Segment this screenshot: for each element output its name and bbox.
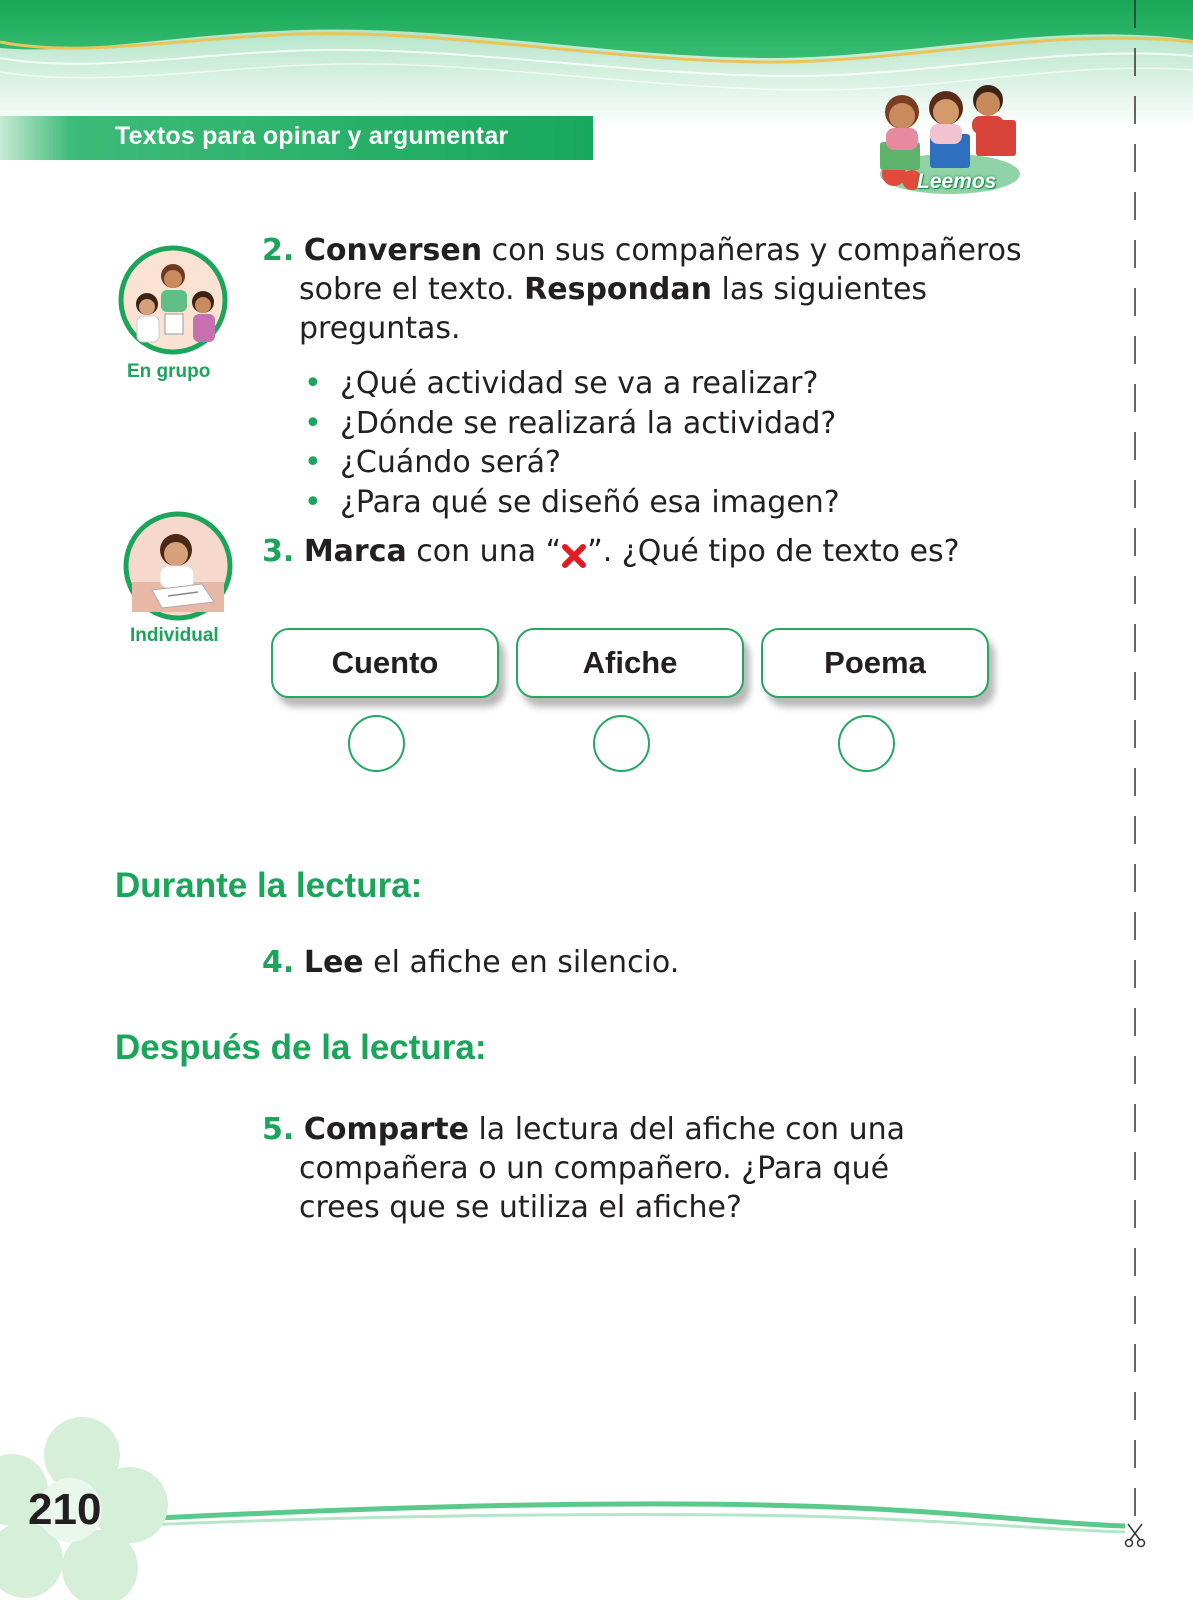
group-mode-label: En grupo	[127, 361, 211, 382]
after-reading-heading: Después de la lectura:	[115, 1028, 487, 1067]
option-afiche-box: Afiche	[516, 628, 744, 698]
bullet-item: • ¿Qué actividad se va a realizar?	[304, 364, 840, 404]
option-cuento-box: Cuento	[271, 628, 499, 698]
question-5-line-2: compañera o un compañero. ¿Para qué	[299, 1151, 890, 1186]
question-3-number: 3.	[262, 534, 295, 569]
bullet-item: • ¿Dónde se realizará la actividad?	[304, 404, 840, 444]
option-cuento-checkbox[interactable]	[348, 715, 405, 772]
leemos-label: Leemos	[917, 170, 997, 193]
question-5-number: 5.	[262, 1112, 295, 1147]
option-afiche-checkbox[interactable]	[593, 715, 650, 772]
bullet-item: • ¿Cuándo será?	[304, 443, 840, 483]
cut-line-dashed	[1125, 0, 1145, 1600]
question-2-bullet-list	[304, 364, 840, 522]
option-poema-checkbox[interactable]	[838, 715, 895, 772]
question-4-text: 4. Lee el afiche en silencio.	[262, 945, 680, 980]
footer-wave	[0, 1490, 1193, 1550]
page-number: 210	[28, 1485, 102, 1534]
question-2-line-3: preguntas.	[299, 311, 461, 346]
during-reading-heading: Durante la lectura:	[115, 866, 423, 905]
option-poema-box: Poema	[761, 628, 989, 698]
group-work-icon	[117, 244, 229, 356]
question-2-line-1: 2. Conversen con sus compañeras y compañeros	[262, 233, 1022, 268]
individual-mode-label: Individual	[130, 625, 219, 646]
bullet-item: • ¿Para qué se diseñó esa imagen?	[304, 483, 840, 523]
section-title: Textos para opinar y argumentar	[115, 122, 509, 150]
question-5-line-3: crees que se utiliza el afiche?	[299, 1190, 742, 1225]
red-x-mark-icon	[561, 543, 587, 569]
question-2-line-2: sobre el texto. Respondan las siguientes	[299, 272, 928, 307]
question-4-number: 4.	[262, 945, 295, 980]
question-5-line-1: 5. Comparte la lectura del afiche con una	[262, 1112, 905, 1147]
individual-work-icon	[122, 510, 234, 622]
question-2-number: 2.	[262, 233, 295, 268]
question-3-text: 3. Marca con una “ ”. ¿Qué tipo de texto es?	[262, 534, 960, 569]
